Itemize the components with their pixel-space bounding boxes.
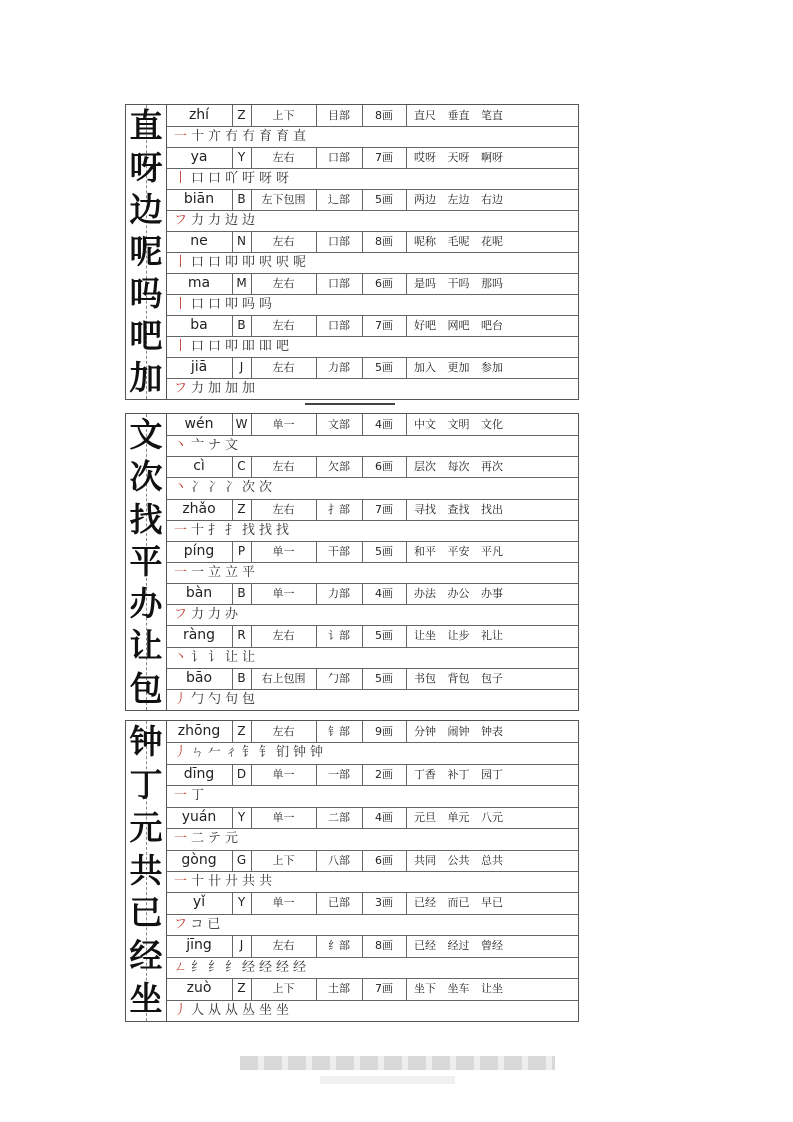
stroke-order-row bbox=[166, 828, 578, 850]
radical-cell: 力部 bbox=[316, 583, 363, 604]
structure-cell: 单一 bbox=[251, 541, 317, 562]
stroke-count-cell: 5画 bbox=[362, 541, 407, 562]
character-entry bbox=[166, 892, 578, 935]
large-character: 坐 bbox=[129, 979, 163, 1019]
large-character: 经 bbox=[129, 936, 163, 976]
character-info-row bbox=[166, 273, 578, 295]
stroke-order-sequence: 丨口口叩叩呎呎呢 bbox=[174, 255, 311, 270]
stroke-count-cell: 9画 bbox=[362, 721, 407, 742]
stroke-order-sequence: 丨口口吖吁呀呀 bbox=[174, 171, 294, 186]
word-examples-cell: 和平 平安 平凡 bbox=[414, 544, 503, 558]
character-entry bbox=[166, 357, 578, 399]
stroke-count-cell: 7画 bbox=[362, 978, 407, 999]
stroke-order-row bbox=[166, 520, 578, 542]
stroke-order-sequence: 一丁 bbox=[174, 788, 209, 804]
structure-cell: 单一 bbox=[251, 764, 317, 785]
structure-cell: 左下包围 bbox=[251, 189, 317, 210]
large-character: 文 bbox=[129, 415, 163, 454]
initial-letter-cell: N bbox=[232, 231, 252, 252]
stroke-count-cell: 8画 bbox=[362, 105, 407, 126]
stroke-count-cell: 6画 bbox=[362, 456, 407, 477]
stroke-order-sequence: フ力力边边 bbox=[174, 213, 260, 228]
structure-cell: 左右 bbox=[251, 499, 317, 520]
pinyin-cell: wén bbox=[166, 414, 233, 435]
stroke-order-row bbox=[166, 294, 578, 316]
pinyin-cell: ya bbox=[166, 147, 233, 168]
large-character: 办 bbox=[129, 584, 163, 624]
initial-letter-cell: B bbox=[232, 583, 252, 604]
radical-cell: 钅部 bbox=[316, 721, 363, 742]
character-entry bbox=[166, 147, 578, 189]
structure-cell: 左右 bbox=[251, 456, 317, 477]
stroke-count-cell: 4画 bbox=[362, 807, 407, 828]
pinyin-cell: zhǎo bbox=[166, 499, 233, 520]
structure-cell: 左右 bbox=[251, 935, 317, 956]
pinyin-cell: jīng bbox=[166, 935, 233, 956]
character-entry bbox=[166, 315, 578, 357]
large-character: 共 bbox=[129, 850, 163, 890]
large-character: 次 bbox=[129, 457, 163, 497]
character-entry bbox=[166, 668, 578, 710]
stroke-count-cell: 7画 bbox=[362, 499, 407, 520]
character-info-row bbox=[166, 892, 578, 914]
word-examples-cell: 呢称 毛呢 花呢 bbox=[414, 235, 503, 248]
blurred-footer-subtext bbox=[320, 1076, 455, 1084]
large-character: 包 bbox=[129, 668, 163, 708]
initial-letter-cell: P bbox=[232, 541, 252, 562]
stroke-order-sequence: 丿ㄣ𠂉ㄔ钅钅钔钟钟 bbox=[174, 745, 328, 761]
large-character: 已 bbox=[129, 893, 163, 933]
character-info-row bbox=[166, 935, 578, 957]
character-entry bbox=[166, 456, 578, 498]
stroke-count-cell: 3画 bbox=[362, 892, 407, 913]
pinyin-cell: ba bbox=[166, 315, 233, 336]
radical-cell: 辶部 bbox=[316, 189, 363, 210]
character-entry bbox=[166, 764, 578, 807]
word-examples-cell: 哎呀 天呀 啊呀 bbox=[414, 151, 503, 164]
character-info-row bbox=[166, 978, 578, 1000]
pinyin-cell: gòng bbox=[166, 850, 233, 871]
structure-cell: 右上包围 bbox=[251, 668, 317, 689]
stroke-order-row bbox=[166, 785, 578, 807]
character-info-row bbox=[166, 231, 578, 253]
stroke-order-sequence: フコ已 bbox=[174, 916, 225, 932]
word-examples-cell: 已经 而已 早已 bbox=[414, 896, 503, 910]
word-examples-cell: 共同 公共 总共 bbox=[414, 853, 503, 867]
pinyin-cell: jiā bbox=[166, 357, 233, 378]
stroke-count-cell: 4画 bbox=[362, 583, 407, 604]
large-character: 丁 bbox=[129, 764, 163, 804]
structure-cell: 左右 bbox=[251, 147, 317, 168]
stroke-count-cell: 7画 bbox=[362, 147, 407, 168]
stroke-count-cell: 5画 bbox=[362, 357, 407, 378]
stroke-order-sequence: 一十亣冇冇育育直 bbox=[174, 129, 311, 144]
initial-letter-cell: R bbox=[232, 625, 252, 646]
radical-cell: 力部 bbox=[316, 357, 363, 378]
radical-cell: 文部 bbox=[316, 414, 363, 435]
large-character: 找 bbox=[129, 499, 163, 539]
character-info-row bbox=[166, 105, 578, 127]
pinyin-cell: zhōng bbox=[166, 721, 233, 742]
character-info-row bbox=[166, 583, 578, 605]
stroke-count-cell: 8画 bbox=[362, 935, 407, 956]
stroke-order-row bbox=[166, 871, 578, 893]
word-examples-cell: 办法 办公 办事 bbox=[414, 587, 503, 601]
character-info-row bbox=[166, 807, 578, 829]
radical-cell: 纟部 bbox=[316, 935, 363, 956]
stroke-order-sequence: 丨口口叩吅吅吧 bbox=[174, 339, 294, 354]
initial-letter-cell: B bbox=[232, 315, 252, 336]
radical-cell: 口部 bbox=[316, 147, 363, 168]
character-info-row bbox=[166, 764, 578, 786]
stroke-order-sequence: フ力加加加 bbox=[174, 381, 260, 396]
structure-cell: 左右 bbox=[251, 231, 317, 252]
stroke-order-row bbox=[166, 252, 578, 274]
character-info-row bbox=[166, 668, 578, 690]
word-examples-cell: 是吗 干吗 那吗 bbox=[414, 277, 503, 290]
character-entry bbox=[166, 273, 578, 315]
large-character: 边 bbox=[129, 190, 163, 229]
stroke-order-sequence: 丨口口叩吗吗 bbox=[174, 297, 277, 312]
initial-letter-cell: Y bbox=[232, 892, 252, 913]
word-examples-cell: 已经 经过 曾经 bbox=[414, 939, 503, 953]
radical-cell: 勹部 bbox=[316, 668, 363, 689]
stroke-order-row bbox=[166, 336, 578, 358]
radical-cell: 八部 bbox=[316, 850, 363, 871]
initial-letter-cell: M bbox=[232, 273, 252, 294]
structure-cell: 左右 bbox=[251, 625, 317, 646]
radical-cell: 讠部 bbox=[316, 625, 363, 646]
character-info-row bbox=[166, 414, 578, 436]
radical-cell: 土部 bbox=[316, 978, 363, 999]
radical-cell: 已部 bbox=[316, 892, 363, 913]
stroke-count-cell: 8画 bbox=[362, 231, 407, 252]
large-character-column bbox=[126, 414, 167, 710]
initial-letter-cell: Y bbox=[232, 807, 252, 828]
large-character: 让 bbox=[129, 626, 163, 666]
pinyin-cell: cì bbox=[166, 456, 233, 477]
large-character: 吧 bbox=[129, 316, 163, 355]
stroke-order-sequence: 一十扌扌找找找 bbox=[174, 522, 294, 538]
initial-letter-cell: J bbox=[232, 357, 252, 378]
pinyin-cell: bāo bbox=[166, 668, 233, 689]
word-examples-cell: 好吧 网吧 吧台 bbox=[414, 319, 503, 332]
word-examples-cell: 两边 左边 右边 bbox=[414, 193, 503, 206]
stroke-order-row bbox=[166, 689, 578, 710]
structure-cell: 上下 bbox=[251, 978, 317, 999]
structure-cell: 单一 bbox=[251, 583, 317, 604]
structure-cell: 单一 bbox=[251, 892, 317, 913]
structure-cell: 左右 bbox=[251, 273, 317, 294]
character-entry bbox=[166, 807, 578, 850]
initial-letter-cell: C bbox=[232, 456, 252, 477]
pinyin-cell: ne bbox=[166, 231, 233, 252]
radical-cell: 口部 bbox=[316, 315, 363, 336]
character-info-row bbox=[166, 147, 578, 169]
initial-letter-cell: J bbox=[232, 935, 252, 956]
radical-cell: 干部 bbox=[316, 541, 363, 562]
word-examples-cell: 丁香 补丁 园丁 bbox=[414, 767, 503, 781]
word-examples-cell: 中文 文明 文化 bbox=[414, 418, 503, 431]
character-entry bbox=[166, 721, 578, 764]
radical-cell: 欠部 bbox=[316, 456, 363, 477]
character-entry bbox=[166, 105, 578, 147]
stroke-order-sequence: 丶亠ナ文 bbox=[174, 438, 243, 454]
blurred-footer-text bbox=[240, 1056, 555, 1070]
stroke-count-cell: 5画 bbox=[362, 625, 407, 646]
stroke-order-sequence: 一二テ元 bbox=[174, 831, 243, 847]
character-entry bbox=[166, 499, 578, 541]
initial-letter-cell: W bbox=[232, 414, 252, 435]
stroke-order-sequence: 丿勹勺句包 bbox=[174, 691, 260, 707]
pinyin-cell: yuán bbox=[166, 807, 233, 828]
stroke-count-cell: 7画 bbox=[362, 315, 407, 336]
stroke-order-row bbox=[166, 435, 578, 457]
stroke-order-row bbox=[166, 378, 578, 399]
character-entry bbox=[166, 189, 578, 231]
character-info-row bbox=[166, 850, 578, 872]
character-entry bbox=[166, 541, 578, 583]
character-info-row bbox=[166, 721, 578, 743]
structure-cell: 单一 bbox=[251, 414, 317, 435]
large-character: 呢 bbox=[129, 232, 163, 271]
character-info-row bbox=[166, 456, 578, 478]
character-info-row bbox=[166, 189, 578, 211]
large-character: 直 bbox=[129, 106, 163, 145]
pinyin-cell: zhí bbox=[166, 105, 233, 126]
radical-cell: 扌部 bbox=[316, 499, 363, 520]
word-examples-cell: 分钟 闹钟 钟表 bbox=[414, 725, 503, 738]
large-character: 加 bbox=[129, 358, 163, 397]
stroke-order-row bbox=[166, 562, 578, 584]
structure-cell: 上下 bbox=[251, 105, 317, 126]
large-character: 呀 bbox=[129, 148, 163, 187]
stroke-order-sequence: 丿人从从丛坐坐 bbox=[174, 1002, 294, 1018]
pinyin-cell: biān bbox=[166, 189, 233, 210]
word-examples-cell: 层次 每次 再次 bbox=[414, 460, 503, 474]
stroke-order-row bbox=[166, 168, 578, 190]
large-character: 平 bbox=[129, 541, 163, 581]
structure-cell: 单一 bbox=[251, 807, 317, 828]
stroke-order-sequence: ㄥ纟纟纟经经经经 bbox=[174, 959, 311, 975]
character-entry bbox=[166, 414, 578, 456]
large-character-column bbox=[126, 105, 167, 399]
stroke-order-row bbox=[166, 914, 578, 936]
pinyin-cell: yǐ bbox=[166, 892, 233, 913]
character-entry bbox=[166, 625, 578, 667]
stroke-order-sequence: 一一立立平 bbox=[174, 564, 260, 580]
stroke-count-cell: 4画 bbox=[362, 414, 407, 435]
stroke-order-row bbox=[166, 604, 578, 626]
radical-cell: 二部 bbox=[316, 807, 363, 828]
character-info-row bbox=[166, 541, 578, 563]
character-table-2 bbox=[125, 413, 579, 711]
structure-cell: 左右 bbox=[251, 721, 317, 742]
stroke-order-row bbox=[166, 210, 578, 232]
stroke-order-sequence: 丶讠讠让让 bbox=[174, 649, 260, 665]
large-character: 钟 bbox=[129, 722, 163, 761]
initial-letter-cell: B bbox=[232, 668, 252, 689]
word-examples-cell: 让坐 让步 礼让 bbox=[414, 629, 503, 643]
word-examples-cell: 书包 背包 包子 bbox=[414, 671, 503, 685]
structure-cell: 上下 bbox=[251, 850, 317, 871]
stroke-order-row bbox=[166, 1000, 578, 1021]
word-examples-cell: 元旦 单元 八元 bbox=[414, 810, 503, 824]
pinyin-cell: ràng bbox=[166, 625, 233, 646]
initial-letter-cell: Z bbox=[232, 721, 252, 742]
character-info-row bbox=[166, 625, 578, 647]
stroke-order-row bbox=[166, 742, 578, 764]
stroke-order-sequence: 一十卄廾共共 bbox=[174, 873, 277, 889]
stroke-order-row bbox=[166, 477, 578, 499]
word-examples-cell: 加入 更加 参加 bbox=[414, 361, 503, 374]
initial-letter-cell: D bbox=[232, 764, 252, 785]
pinyin-cell: zuò bbox=[166, 978, 233, 999]
radical-cell: 一部 bbox=[316, 764, 363, 785]
initial-letter-cell: Z bbox=[232, 978, 252, 999]
stroke-order-row bbox=[166, 126, 578, 148]
initial-letter-cell: Z bbox=[232, 499, 252, 520]
large-character-column bbox=[126, 721, 167, 1021]
word-examples-cell: 坐下 坐车 让坐 bbox=[414, 982, 503, 996]
structure-cell: 左右 bbox=[251, 357, 317, 378]
stroke-order-row bbox=[166, 647, 578, 669]
character-info-row bbox=[166, 357, 578, 379]
pinyin-cell: ma bbox=[166, 273, 233, 294]
structure-cell: 左右 bbox=[251, 315, 317, 336]
character-table-1 bbox=[125, 104, 579, 400]
stroke-order-sequence: フ力力办 bbox=[174, 607, 243, 623]
large-character: 吗 bbox=[129, 274, 163, 313]
initial-letter-cell: G bbox=[232, 850, 252, 871]
character-entry bbox=[166, 935, 578, 978]
stroke-count-cell: 5画 bbox=[362, 668, 407, 689]
character-entry bbox=[166, 850, 578, 893]
pinyin-cell: bàn bbox=[166, 583, 233, 604]
character-entry bbox=[166, 231, 578, 273]
stroke-count-cell: 6画 bbox=[362, 850, 407, 871]
stroke-count-cell: 5画 bbox=[362, 189, 407, 210]
initial-letter-cell: Z bbox=[232, 105, 252, 126]
word-examples-cell: 寻找 查找 找出 bbox=[414, 502, 503, 516]
stroke-count-cell: 2画 bbox=[362, 764, 407, 785]
character-table-3 bbox=[125, 720, 579, 1022]
stroke-order-row bbox=[166, 957, 578, 979]
character-entry bbox=[166, 583, 578, 625]
pinyin-cell: píng bbox=[166, 541, 233, 562]
character-info-row bbox=[166, 315, 578, 337]
character-entry bbox=[166, 978, 578, 1021]
stroke-order-sequence: 丶冫冫冫次次 bbox=[174, 480, 277, 496]
pinyin-cell: dīng bbox=[166, 764, 233, 785]
radical-cell: 目部 bbox=[316, 105, 363, 126]
stroke-count-cell: 6画 bbox=[362, 273, 407, 294]
section-divider bbox=[305, 403, 395, 409]
large-character: 元 bbox=[129, 807, 163, 847]
radical-cell: 口部 bbox=[316, 273, 363, 294]
initial-letter-cell: Y bbox=[232, 147, 252, 168]
character-info-row bbox=[166, 499, 578, 521]
word-examples-cell: 直尺 垂直 笔直 bbox=[414, 109, 503, 122]
radical-cell: 口部 bbox=[316, 231, 363, 252]
initial-letter-cell: B bbox=[232, 189, 252, 210]
